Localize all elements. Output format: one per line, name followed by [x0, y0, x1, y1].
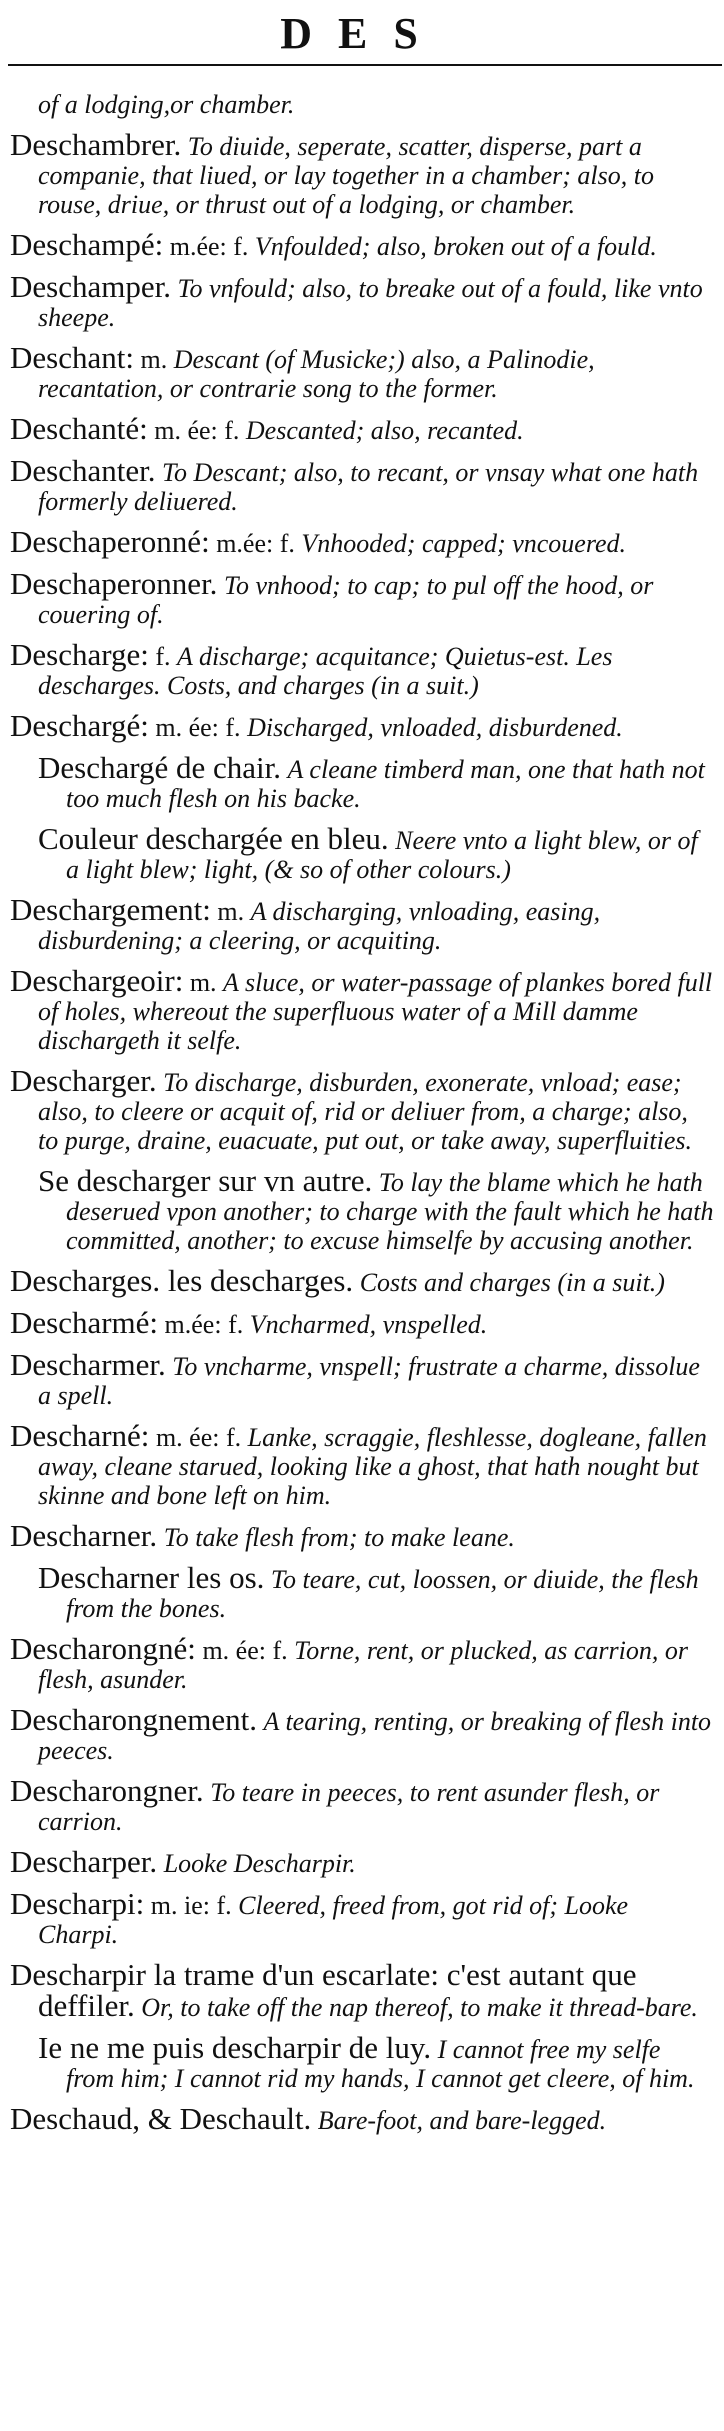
entry-headword: Descharpir la trame d'un escarlate: c'est autant que deffiler. [10, 1957, 637, 2023]
entry-definition: Vnfoulded; also, broken out of a fould. [254, 232, 657, 261]
entry-definition: To discharge, disburden, exonerate, vnload; ease; also, to cleere or acquit of, rid or deliuer from, a charge; also, to purge, draine, euacuate, put out, or take away, superfluities. [38, 1068, 693, 1155]
entry-headword: Descharper. [10, 1844, 158, 1879]
entry-headword: Deschaud, & Deschault. [10, 2101, 312, 2136]
dictionary-entry [10, 127, 714, 219]
entry-definition: To vnhood; to cap; to pul off the hood, or couering of. [38, 571, 654, 629]
entry-definition: To lay the blame which he hath deserued vpon another; to charge with the fault which he hath committed, another; to excuse himselfe by accusing another. [66, 1168, 714, 1255]
dictionary-entry [10, 340, 714, 403]
dictionary-entry [10, 821, 714, 884]
entry-definition: Costs and charges (in a suit.) [359, 1268, 665, 1297]
entry-definition: Discharged, vnloaded, disburdened. [247, 713, 623, 742]
entry-definition: Torne, rent, or plucked, as carrion, or flesh, asunder. [38, 1636, 688, 1694]
entry-grammar: m. ée: f. [155, 1423, 242, 1452]
entry-definition: Descanted; also, recanted. [245, 416, 524, 445]
entry-headword: Deschaperonné: [10, 524, 210, 559]
entry-headword: Se descharger sur vn autre. [38, 1163, 373, 1198]
entry-definition: To teare, cut, loossen, or diuide, the flesh from the bones. [66, 1565, 699, 1623]
entry-definition: A tearing, renting, or breaking of flesh into peeces. [38, 1707, 712, 1765]
entry-definition: Looke Descharpir. [163, 1849, 356, 1878]
dictionary-entry [10, 1347, 714, 1410]
entry-headword: Descharner. [10, 1518, 158, 1553]
entry-definition: Vnhooded; capped; vncouered. [301, 529, 627, 558]
dictionary-entry [10, 1560, 714, 1623]
header-rule [8, 64, 722, 66]
entry-definition: Cleered, freed from, got rid of; Looke Charpi. [38, 1891, 629, 1949]
entry-headword: Deschargement: [10, 892, 211, 927]
entry-headword: Descharger. [10, 1063, 157, 1098]
dictionary-entry [10, 1886, 714, 1949]
entry-headword: Deschampé: [10, 227, 164, 262]
entry-headword: Deschamper. [10, 269, 171, 304]
dictionary-entry [10, 1773, 714, 1836]
dictionary-entry [10, 453, 714, 516]
entry-definition: A discharging, vnloading, easing, disburdening; a cleering, or acquiting. [38, 897, 601, 955]
dictionary-entry [10, 1418, 714, 1510]
entry-grammar: m.ée: f. [164, 1310, 244, 1339]
dictionary-entry [10, 1844, 714, 1879]
entry-grammar: m. ée: f. [202, 1636, 288, 1665]
entry-headword: Descharmer. [10, 1347, 166, 1382]
entry-headword: Descharges. les descharges. [10, 1263, 354, 1298]
entry-definition: A discharge; acquitance; Quietus-est. Les descharges. Costs, and charges (in a suit.) [38, 642, 613, 700]
entry-headword: Descharongné: [10, 1631, 196, 1666]
entry-grammar: m. ie: f. [150, 1891, 232, 1920]
entry-definition: A sluce, or water-passage of plankes bored full of holes, whereout the superfluous water of a Mill damme dischargeth it selfe. [38, 968, 713, 1055]
dictionary-entry [10, 566, 714, 629]
entry-definition: Bare-foot, and bare-legged. [317, 2106, 607, 2135]
entry-headword: Couleur deschargée en bleu. [38, 821, 389, 856]
entry-definition: Vncharmed, vnspelled. [249, 1310, 488, 1339]
entry-headword: Deschargé: [10, 708, 149, 743]
entry-definition: of a lodging,or chamber. [38, 90, 295, 119]
dictionary-entry [10, 2101, 714, 2136]
dictionary-entry [10, 227, 714, 262]
dictionary-entry [10, 637, 714, 700]
entry-headword: Deschanter. [10, 453, 156, 488]
entry-grammar: m. [217, 897, 245, 926]
entry-grammar: m. [140, 345, 168, 374]
dictionary-entry [10, 524, 714, 559]
entry-headword: Descharge: [10, 637, 149, 672]
entry-headword: Deschargé de chair. [38, 750, 282, 785]
entry-definition: To teare in peeces, to rent asunder flesh, or carrion. [38, 1778, 660, 1836]
entry-grammar: m. ée: f. [155, 713, 241, 742]
entry-definition: Descant (of Musicke;) also, a Palinodie, recantation, or contrarie song to the former. [38, 345, 595, 403]
dictionary-entry [10, 1518, 714, 1553]
dictionary-entry [10, 1702, 714, 1765]
dictionary-entry [10, 1263, 714, 1298]
entry-headword: Descharongnement. [10, 1702, 258, 1737]
entry-definition: To take flesh from; to make leane. [163, 1523, 515, 1552]
entry-grammar: f. [155, 642, 171, 671]
entry-grammar: m. ée: f. [154, 416, 240, 445]
dictionary-column [10, 90, 714, 2146]
entry-headword: Descharné: [10, 1418, 150, 1453]
dictionary-entry [10, 1063, 714, 1155]
entry-headword: Descharner les os. [38, 1560, 265, 1595]
entry-grammar: m.ée: f. [169, 232, 249, 261]
dictionary-entry [10, 963, 714, 1055]
entry-definition: A cleane timberd man, one that hath not too much flesh on his backe. [66, 755, 705, 813]
entry-definition: To vnfould; also, to breake out of a fould, like vnto sheepe. [38, 274, 703, 332]
entry-headword: Deschaperonner. [10, 566, 218, 601]
dictionary-entry [10, 1631, 714, 1694]
entry-definition: To Descant; also, to recant, or vnsay what one hath formerly deliuered. [38, 458, 699, 516]
entry-headword: Descharpi: [10, 1886, 145, 1921]
entry-definition: Or, to take off the nap thereof, to make it thread-bare. [141, 1993, 698, 2022]
entry-headword: Descharmé: [10, 1305, 159, 1340]
entry-definition: Lanke, scraggie, fleshlesse, dogleane, fallen away, cleane starued, looking like a ghost, that hath nought but skinne and bone left on him. [38, 1423, 707, 1510]
page-header: DES [280, 9, 444, 58]
dictionary-entry [10, 892, 714, 955]
entry-headword: Deschant: [10, 340, 134, 375]
dictionary-entry [10, 1305, 714, 1340]
dictionary-entry [10, 708, 714, 743]
entry-headword: Deschambrer. [10, 127, 182, 162]
dictionary-entry [10, 1957, 714, 2023]
dictionary-entry [10, 1163, 714, 1255]
entry-headword: Ie ne me puis descharpir de luy. [38, 2030, 432, 2065]
entry-definition: I cannot free my selfe from him; I cannot rid my hands, I cannot get cleere, of him. [66, 2035, 695, 2093]
entry-definition: To vncharme, vnspell; frustrate a charme, dissolue a spell. [38, 1352, 700, 1410]
dictionary-entry [10, 750, 714, 813]
entry-headword: Descharongner. [10, 1773, 204, 1808]
entry-definition: To diuide, seperate, scatter, disperse, part a companie, that liued, or lay together in a chamber; also, to rouse, driue, or thrust out of a lodging, or chamber. [38, 132, 654, 219]
entry-headword: Deschargeoir: [10, 963, 184, 998]
dictionary-entry [10, 90, 714, 119]
dictionary-entry [10, 269, 714, 332]
entry-grammar: m.ée: f. [216, 529, 295, 558]
entry-definition: Neere vnto a light blew, or of a light blew; light, (& so of other colours.) [66, 826, 698, 884]
entry-headword: Deschanté: [10, 411, 148, 446]
dictionary-entry [10, 2030, 714, 2093]
dictionary-entry [10, 411, 714, 446]
entry-grammar: m. [189, 968, 217, 997]
